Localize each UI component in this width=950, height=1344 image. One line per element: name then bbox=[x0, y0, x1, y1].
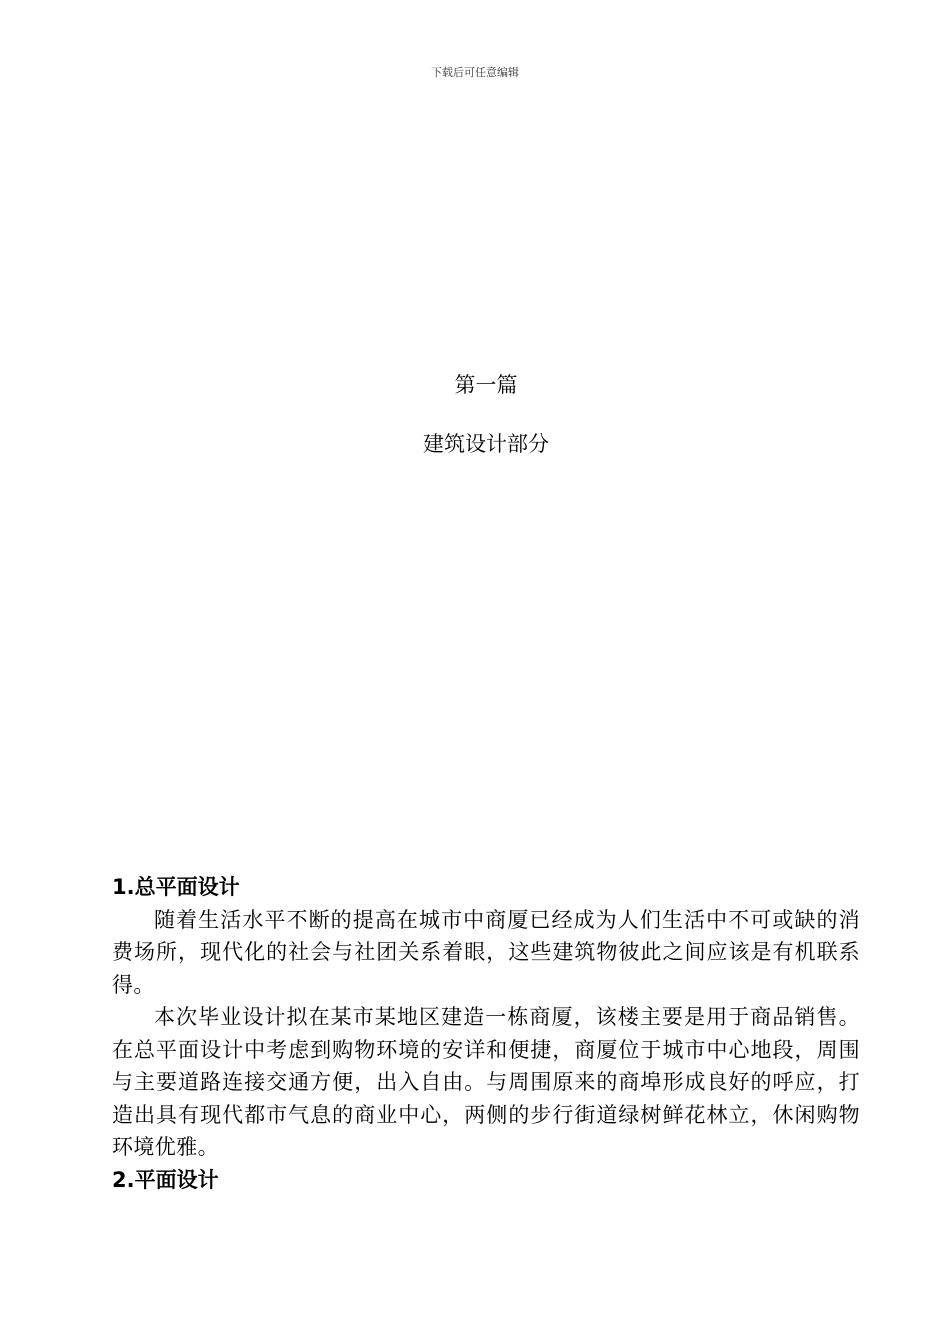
document-body bbox=[112, 871, 860, 1196]
section-heading-floor-plan: 2.平面设计 bbox=[112, 1167, 219, 1192]
part-number: 第一篇 bbox=[454, 373, 518, 397]
part-title: 建筑设计部分 bbox=[423, 432, 549, 456]
page-header-note: 下载后可任意编辑 bbox=[431, 66, 519, 79]
paragraph: 随着生活水平不断的提高在城市中商厦已经成为人们生活中不可或缺的消费场所，现代化的社会与社团关系着眼，这些建筑物彼此之间应该是有机联系得。 bbox=[112, 907, 860, 997]
paragraph: 本次毕业设计拟在某市某地区建造一栋商厦，该楼主要是用于商品销售。在总平面设计中考虑到购物环境的安详和便捷，商厦位于城市中心地段，周围与主要道路连接交通方便，出入自由。与周围原来的商埠形成良好的呼应，打造出具有现代都市气息的商业中心，两侧的步行街道绿树鲜花林立，休闲购物环境优雅。 bbox=[112, 1005, 860, 1159]
section-heading-site-plan: 1.总平面设计 bbox=[112, 875, 240, 899]
